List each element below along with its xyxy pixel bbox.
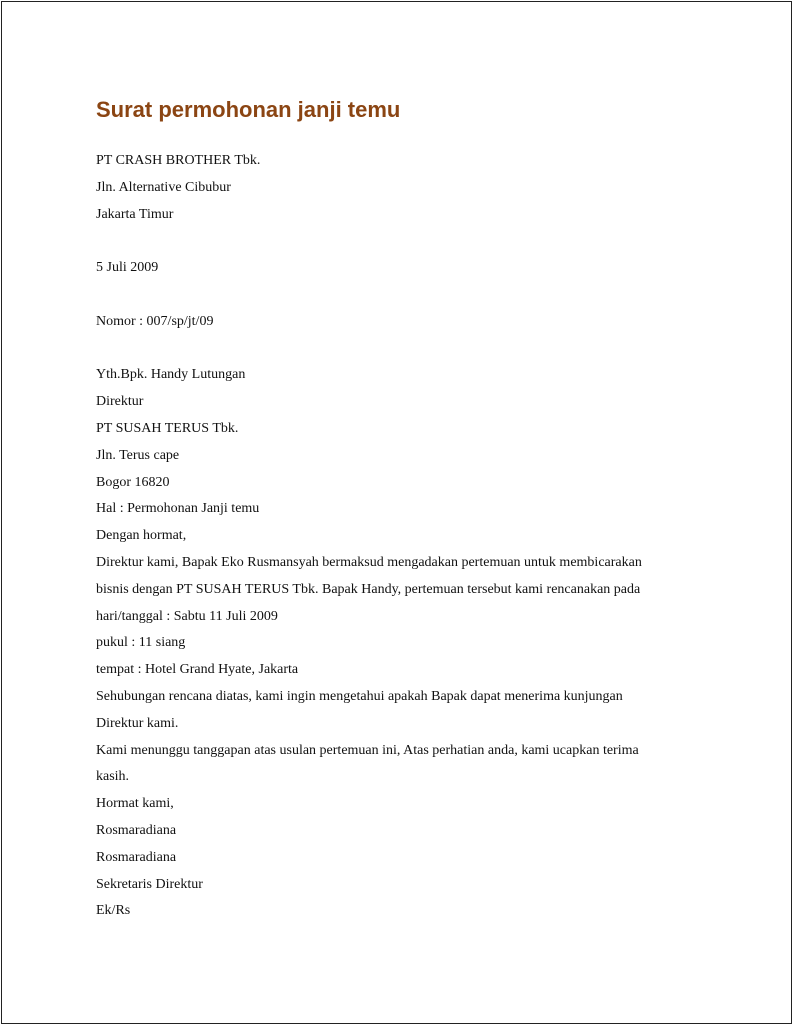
signature-reference: Ek/Rs	[96, 903, 131, 919]
body-closing-line-2: kasih.	[96, 769, 130, 785]
spacer	[96, 282, 736, 309]
sender-company: PT CRASH BROTHER Tbk.	[96, 153, 261, 168]
body-intro-line-1: Direktur kami, Bapak Eko Rusmansyah bermaksud mengadakan pertemuan untuk membicarakan	[96, 554, 642, 570]
meeting-day-date: hari/tanggal : Sabtu 11 Juli 2009	[96, 608, 278, 624]
letter-date: 5 Juli 2009	[96, 260, 159, 276]
signature-name: Rosmaradiana	[96, 849, 177, 865]
recipient-company: PT SUSAH TERUS Tbk.	[96, 420, 239, 436]
recipient-street: Jln. Terus cape	[96, 447, 180, 463]
meeting-place: tempat : Hotel Grand Hyate, Jakarta	[96, 662, 299, 678]
body-request-line-1: Sehubungan rencana diatas, kami ingin mengetahui apakah Bapak dapat menerima kunjungan	[96, 688, 623, 704]
signature-position: Sekretaris Direktur	[96, 876, 203, 892]
letter-page	[1, 1, 792, 1024]
body-intro-line-2: bisnis dengan PT SUSAH TERUS Tbk. Bapak Handy, pertemuan tersebut kami rencanakan pada	[96, 581, 641, 597]
recipient-position: Direktur	[96, 394, 144, 410]
signature-salutation: Hormat kami,	[96, 796, 174, 812]
spacer	[96, 336, 736, 363]
letter-subject: Hal : Permohonan Janji temu	[96, 501, 260, 517]
body-request-line-2: Direktur kami.	[96, 715, 179, 731]
letter-number: Nomor : 007/sp/jt/09	[96, 313, 214, 329]
sender-street: Jln. Alternative Cibubur	[96, 179, 231, 195]
spacer	[96, 228, 736, 255]
recipient-name: Yth.Bpk. Handy Lutungan	[96, 367, 246, 383]
body-closing-line-1: Kami menunggu tanggapan atas usulan pertemuan ini, Atas perhatian anda, kami ucapkan terima	[96, 742, 639, 758]
letter-title: Surat permohonan janji temu	[96, 97, 401, 122]
signature-signed: Rosmaradiana	[96, 822, 177, 838]
letter-body	[96, 148, 736, 925]
meeting-time: pukul : 11 siang	[96, 635, 186, 651]
letter-greeting: Dengan hormat,	[96, 528, 187, 544]
sender-city: Jakarta Timur	[96, 206, 174, 222]
recipient-city: Bogor 16820	[96, 474, 170, 490]
